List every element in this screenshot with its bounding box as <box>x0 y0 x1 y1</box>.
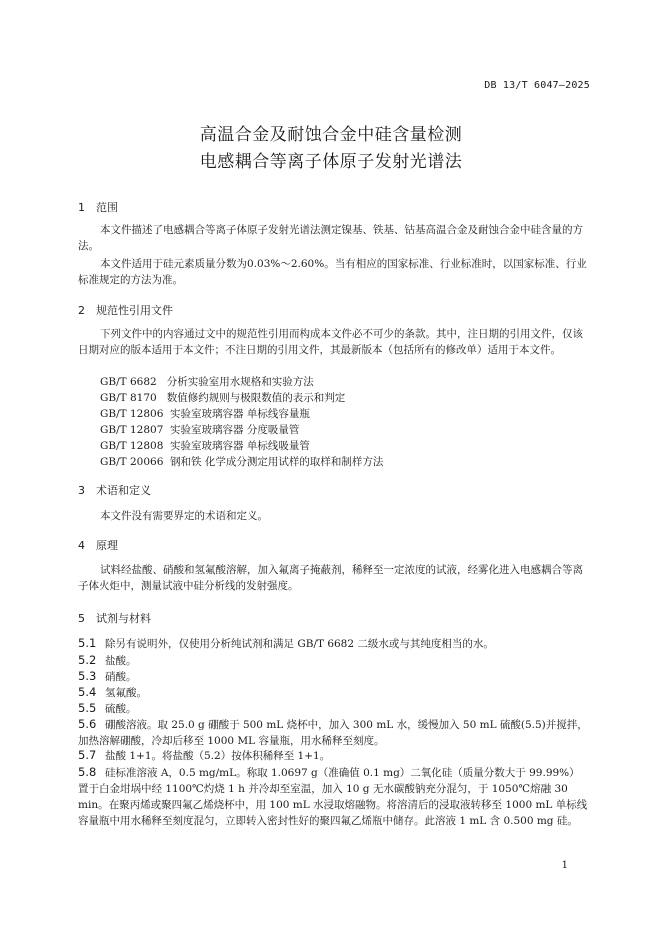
reference-item: GB/T 8170 数值修约规则与极限数值的表示和判定 <box>100 392 346 404</box>
reagent-number: 5.5 <box>78 701 97 715</box>
normative-intro: 下列文件中的内容通过文中的规范性引用而构成本文件必不可少的条款。其中，注日期的引用文件，仅该日期对应的版本适用于本文件；不注日期的引用文件，其最新版本（包括所有的修改单）适用于本文件。 <box>78 328 583 356</box>
reagent-item <box>78 668 590 685</box>
section-number: 5 <box>78 612 85 625</box>
reference-item: GB/T 12807 实验室玻璃容器 分度吸量管 <box>100 424 300 436</box>
reagent-number: 5.2 <box>78 653 97 667</box>
section-number: 2 <box>78 304 85 317</box>
reference-item: GB/T 12806 实验室玻璃容器 单标线容量瓶 <box>100 408 310 420</box>
reagent-text: 硫酸。 <box>105 703 137 715</box>
reagent-item <box>78 635 590 652</box>
scope-paragraph-1: 本文件描述了电感耦合等离子体原子发射光谱法测定镍基、铁基、钴基高温合金及耐蚀合金中硅含量的方法。 <box>78 224 583 252</box>
reagent-text: 硼酸溶液。取 25.0 g 硼酸于 500 mL 烧杯中，加入 300 mL 水，缓慢加入 50 mL 硫酸(5.5)并搅拌，加热溶解硼酸，冷却后移至 1000 ML 容量瓶，用水稀释至刻度。 <box>78 719 588 747</box>
section-title: 试剂与材料 <box>96 612 151 625</box>
section-number: 4 <box>78 539 85 552</box>
reagent-item <box>78 716 590 749</box>
principle-paragraph: 试料经盐酸、硝酸和氢氟酸溶解，加入氟离子掩蔽剂，稀释至一定浓度的试液，经雾化进入电感耦合等离子体火炬中，测量试液中硅分析线的发射强度。 <box>78 564 583 592</box>
section-heading-3 <box>78 482 151 498</box>
reagent-number: 5.1 <box>78 636 97 650</box>
scope-paragraph-2: 本文件适用于硅元素质量分数为0.03%～2.60%。当有相应的国家标准、行业标准时，以国家标准、行业标准规定的方法为准。 <box>78 258 587 286</box>
reagent-number: 5.6 <box>78 717 97 731</box>
section-number: 3 <box>78 484 85 497</box>
section-heading-2 <box>78 302 173 318</box>
terms-paragraph: 本文件没有需要界定的术语和定义。 <box>100 510 268 522</box>
section-title: 规范性引用文件 <box>96 304 173 317</box>
reagent-number: 5.8 <box>78 765 97 779</box>
reagent-item <box>78 700 590 717</box>
section-number: 1 <box>78 201 85 214</box>
section-heading-4 <box>78 537 118 553</box>
reagent-text: 硝酸。 <box>105 671 137 683</box>
section-heading-1 <box>78 199 118 215</box>
reagent-number: 5.3 <box>78 669 97 683</box>
reagent-text: 盐酸 1+1。将盐酸（5.2）按体积稀释至 1+1。 <box>105 750 331 762</box>
document-title-line1: 高温合金及耐蚀合金中硅含量检测 <box>199 125 463 145</box>
reagent-item <box>78 764 590 829</box>
reagent-item <box>78 747 590 764</box>
section-title: 范围 <box>96 201 118 214</box>
reagent-text: 除另有说明外，仅使用分析纯试剂和满足 GB/T 6682 二级水或与其纯度相当的水。 <box>105 638 494 650</box>
reagent-item <box>78 652 590 669</box>
reference-item: GB/T 12808 实验室玻璃容器 单标线吸量管 <box>100 440 310 452</box>
page-number: 1 <box>561 860 568 871</box>
reagent-number: 5.4 <box>78 685 97 699</box>
document-title-line2: 电感耦合等离子体原子发射光谱法 <box>199 152 463 172</box>
section-heading-5 <box>78 610 151 626</box>
section-title: 术语和定义 <box>96 484 151 497</box>
reagent-text: 硅标准溶液 A，0.5 mg/mL。称取 1.0697 g（准确值 0.1 mg）二氧化硅（质量分数大于 99.99%）置于白金坩埚中经 1100℃灼烧 1 h 并冷却至室温，加入 10 g 无水碳酸钠充分混匀，于 1050℃熔融 30 min。在聚丙烯或聚四氟乙烯烧杯中，用 100 mL 水浸取熔融物。将溶清后的浸取液转移至 1000 mL 单标线容量瓶中用水稀释至刻度混匀，立即转入密封性好的聚四氟乙烯瓶中储存。此溶液 1 mL 含 0.500 mg 硅。 <box>78 767 588 827</box>
reference-item: GB/T 6682 分析实验室用水规格和实验方法 <box>100 376 314 388</box>
standard-code: DB 13/T 6047—2025 <box>484 80 590 91</box>
reagent-number: 5.7 <box>78 748 97 762</box>
reagent-text: 氢氟酸。 <box>105 687 147 699</box>
reagent-text: 盐酸。 <box>105 655 137 667</box>
reagent-item <box>78 684 590 701</box>
section-title: 原理 <box>96 539 118 552</box>
reference-item: GB/T 20066 钢和铁 化学成分测定用试样的取样和制样方法 <box>100 456 384 468</box>
